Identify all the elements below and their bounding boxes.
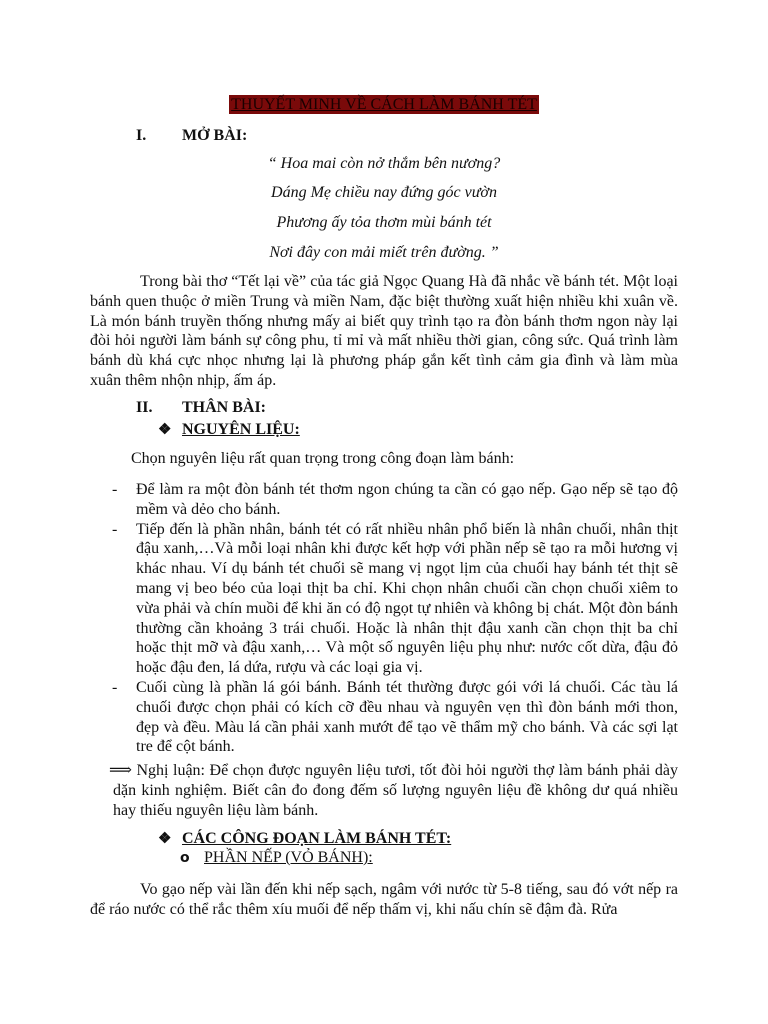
list-item-text: Tiếp đến là phần nhân, bánh tét có rất nhiều nhân phổ biến là nhân chuối, nhân thịt đậu xanh,…Và mỗi loại nhân khi được kết hợp với phần nếp sẽ tạo ra mỗi hương vị khác nhau. Ví dụ bánh tét chuối sẽ mang vị ngọt lịm của chuối hay bánh tét thịt sẽ mang vị beo béo của loại thịt ba chỉ. Khi chọn nhân chuối cần chọn chuối xiêm to vừa phải và chín muồi để khi ăn có độ ngọt tự nhiên và không bị chát. Một đòn bánh thường cần khoảng 3 trái chuối. Hoặc là nhân thịt đậu xanh cần chọn thịt ba chỉ hoặc thịt mỡ và đậu xanh,… Và một số nguyên liệu phụ như: nước cốt dừa, đậu đỏ hoặc đậu đen, lá dứa, rượu và các loại gia vị. xyxy=(136,520,678,677)
poem-line: Phương ấy tỏa thơm mùi bánh tét xyxy=(276,214,492,231)
poem-line: “ Hoa mai còn nở thắm bên nương? xyxy=(267,155,501,172)
dash-bullet: - xyxy=(112,520,118,538)
ingredients-lead: Chọn nguyên liệu rất quan trọng trong công đoạn làm bánh: xyxy=(131,450,515,467)
ingredients-heading xyxy=(158,420,300,439)
steps-subtitle: PHẦN NẾP (VỎ BÁNH): xyxy=(204,849,373,866)
ingredients-list xyxy=(90,480,678,757)
poem-line: Dáng Mẹ chiều nay đứng góc vườn xyxy=(271,184,497,201)
dash-bullet: - xyxy=(112,678,118,696)
section-number: I. xyxy=(136,127,147,144)
section-title: MỞ BÀI: xyxy=(182,127,248,144)
list-item xyxy=(90,678,678,757)
dash-bullet: - xyxy=(112,481,118,498)
intro-paragraph: Trong bài thơ “Tết lại về” của tác giả Ngọc Quang Hà đã nhắc về bánh tét. Một loại bánh quen thuộc ở miền Trung và miền Nam, đặc biệt thường xuất hiện nhiều khi xuân về. Là món bánh truyền thống nhưng mấy ai biết quy trình tạo ra đòn bánh thơm ngon này lại đòi hỏi người làm bánh sự công phu, tỉ mỉ và mất nhiều thời gian, công sức. Quá trình làm bánh dù khá cực nhọc nhưng lại là phương pháp gắn kết tình cảm gia đình và làm mùa xuân thêm nhộn nhịp, ấm áp. xyxy=(90,273,678,389)
implies-arrow-icon: ⟹ xyxy=(109,762,132,779)
steps-paragraph: Vo gạo nếp vài lần đến khi nếp sạch, ngâm với nước từ 5-8 tiếng, sau đó vớt nếp ra để ráo nước có thể rắc thêm xíu muối để nếp thấm vị, khi nấu chín sẽ đậm đà. Rửa xyxy=(90,881,678,918)
steps-title: CÁC CÔNG ĐOẠN LÀM BÁNH TÉT: xyxy=(182,830,452,847)
list-item-text: Để làm ra một đòn bánh tét thơm ngon chúng ta cần có gạo nếp. Gạo nếp sẽ tạo độ mềm và dẻo cho bánh. xyxy=(136,481,678,518)
ingredients-conclusion xyxy=(109,761,679,820)
document-title: THUYẾT MINH VỀ CÁCH LÀM BÁNH TÉT xyxy=(231,96,537,113)
steps-heading xyxy=(158,829,451,848)
steps-subheading xyxy=(180,849,373,867)
diamond-bullet-icon: ❖ xyxy=(158,831,172,847)
list-item-text: Cuối cùng là phần lá gói bánh. Bánh tét thường được gói với lá chuối. Các tàu lá chuối được chọn phải có kích cỡ đều nhau và nguyên vẹn thì đòn bánh mới thon, đẹp và đều. Màu lá cần phải xanh mướt để tạo vẽ thẩm mỹ cho bánh. Và các sợi lạt tre để cột bánh. xyxy=(136,678,678,756)
section-title: THÂN BÀI: xyxy=(182,399,267,416)
section-intro-heading xyxy=(136,127,247,145)
section-number: II. xyxy=(136,399,153,416)
circle-bullet-icon: o xyxy=(180,850,190,866)
section-body-heading xyxy=(136,399,266,417)
list-item xyxy=(90,520,678,678)
diamond-bullet-icon: ❖ xyxy=(158,422,172,438)
title-wrap xyxy=(0,95,768,114)
conclusion-text: Nghị luận: Để chọn được nguyên liệu tươi, tốt đòi hỏi người thợ làm bánh phải dày dặn kinh nghiệm. Biết cân đo đong đếm số lượng nguyên liệu đề không dư quá nhiều hay thiếu nguyên liệu làm bánh. xyxy=(113,762,679,819)
list-item xyxy=(90,480,678,520)
ingredients-title: NGUYÊN LIỆU: xyxy=(182,421,300,438)
poem-line: Nơi đây con mải miết trên đường. ” xyxy=(269,244,499,261)
